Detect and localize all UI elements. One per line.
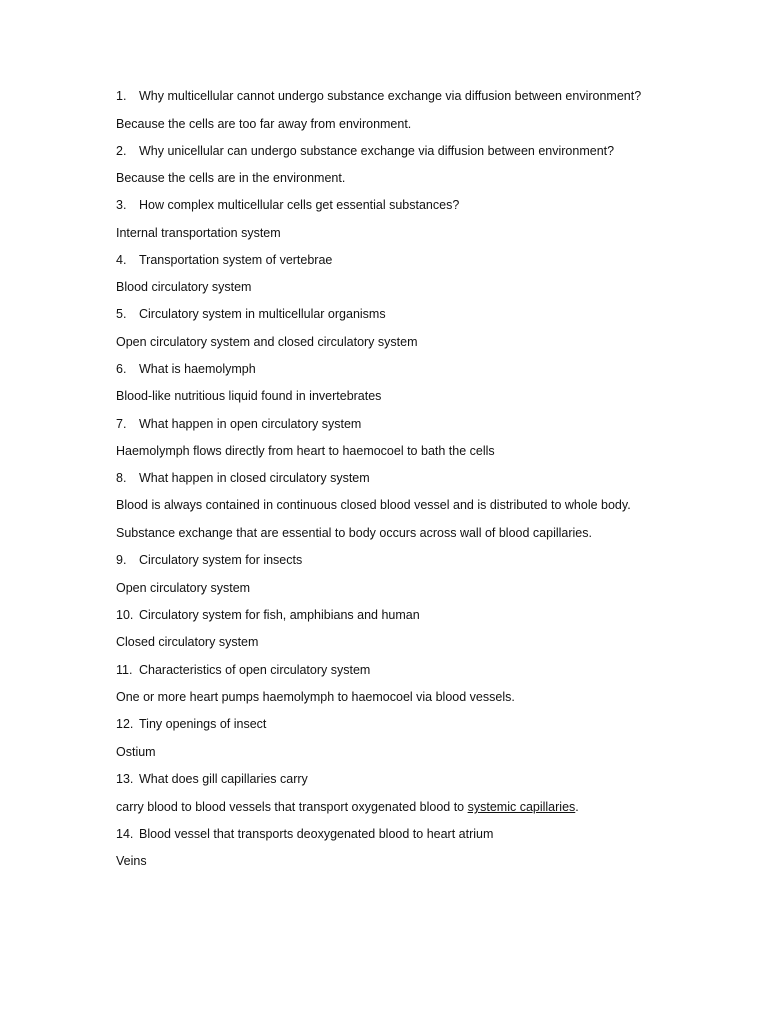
question-number: 2.: [116, 144, 127, 158]
question-text: Blood vessel that transports deoxygenated blood to heart atrium: [139, 827, 494, 841]
question-text: What happen in closed circulatory system: [139, 471, 370, 485]
answer-punctuation: .: [575, 800, 579, 814]
question-number: 11.: [116, 663, 133, 677]
question-number: 7.: [116, 417, 127, 431]
answer-3: Internal transportation system: [116, 226, 281, 240]
answer-12: Ostium: [116, 745, 156, 759]
question-2: [116, 143, 614, 159]
answer-14: Veins: [116, 854, 147, 868]
question-number: 14.: [116, 827, 134, 841]
question-text: Why multicellular cannot undergo substance exchange via diffusion between environment?: [139, 89, 642, 103]
underlined-term: systemic capillaries: [467, 800, 576, 814]
answer-11: One or more heart pumps haemolymph to haemocoel via blood vessels.: [116, 690, 515, 704]
answer-10: Closed circulatory system: [116, 635, 259, 649]
question-text: Why unicellular can undergo substance exchange via diffusion between environment?: [139, 144, 615, 158]
question-4: [116, 252, 332, 268]
question-10: [116, 607, 420, 623]
question-text: How complex multicellular cells get essential substances?: [139, 198, 460, 212]
question-8: [116, 470, 370, 486]
question-number: 12.: [116, 717, 134, 731]
answer-4: Blood circulatory system: [116, 280, 252, 294]
answer-8-line-1: Blood is always contained in continuous closed blood vessel and is distributed to whole body.: [116, 498, 631, 512]
question-14: [116, 826, 493, 842]
question-number: 5.: [116, 307, 127, 321]
question-3: [116, 197, 459, 213]
question-number: 4.: [116, 253, 127, 267]
answer-8-line-2: Substance exchange that are essential to body occurs across wall of blood capillaries.: [116, 526, 592, 540]
question-12: [116, 716, 266, 732]
question-number: 8.: [116, 471, 127, 485]
answer-13: [116, 799, 579, 815]
question-text: Circulatory system for fish, amphibians and human: [139, 608, 420, 622]
question-text: Tiny openings of insect: [139, 717, 267, 731]
answer-1: Because the cells are too far away from environment.: [116, 117, 412, 131]
question-13: [116, 771, 308, 787]
question-text: What happen in open circulatory system: [139, 417, 362, 431]
question-text: What is haemolymph: [139, 362, 256, 376]
question-9: [116, 552, 302, 568]
question-text: Characteristics of open circulatory system: [139, 663, 371, 677]
question-number: 6.: [116, 362, 127, 376]
question-5: [116, 306, 386, 322]
question-6: [116, 361, 256, 377]
question-number: 1.: [116, 89, 127, 103]
question-number: 10.: [116, 608, 134, 622]
question-text: Transportation system of vertebrae: [139, 253, 333, 267]
answer-9: Open circulatory system: [116, 581, 251, 595]
question-text: Circulatory system for insects: [139, 553, 303, 567]
answer-2: Because the cells are in the environment.: [116, 171, 346, 185]
answer-7: Haemolymph flows directly from heart to haemocoel to bath the cells: [116, 444, 495, 458]
question-number: 9.: [116, 553, 127, 567]
question-number: 13.: [116, 772, 134, 786]
answer-text: carry blood to blood vessels that transport oxygenated blood to: [116, 800, 468, 814]
answer-6: Blood-like nutritious liquid found in invertebrates: [116, 389, 382, 403]
question-1: [116, 88, 641, 104]
question-7: [116, 416, 361, 432]
question-number: 3.: [116, 198, 127, 212]
answer-5: Open circulatory system and closed circulatory system: [116, 335, 418, 349]
question-11: [116, 662, 370, 678]
question-text: Circulatory system in multicellular organisms: [139, 307, 386, 321]
question-text: What does gill capillaries carry: [139, 772, 308, 786]
